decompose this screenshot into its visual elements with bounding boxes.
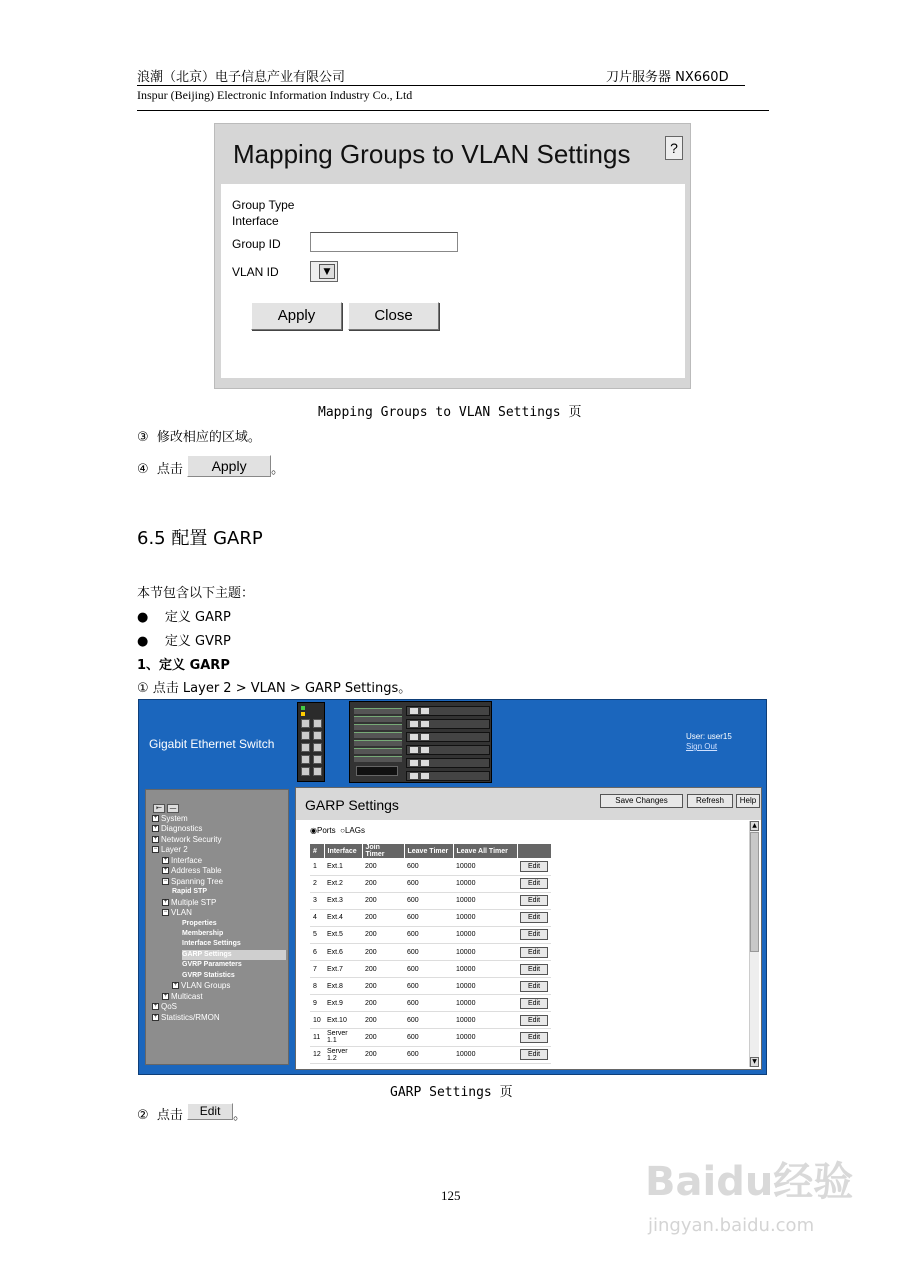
table-cell: 12 — [310, 1046, 324, 1063]
radio-lags[interactable]: ○LAGs — [337, 826, 365, 835]
table-row — [310, 1046, 551, 1063]
table-cell: 600 — [404, 926, 453, 943]
step-1 — [137, 677, 411, 696]
table-cell: 10000 — [453, 1046, 517, 1063]
step-4 — [137, 458, 284, 477]
chassis-image — [349, 701, 492, 783]
table-cell: Ext.10 — [324, 1012, 362, 1029]
nav-item-qos[interactable]: + QoS — [153, 1002, 178, 1011]
table-cell: Ext.9 — [324, 995, 362, 1012]
edit-button[interactable]: Edit — [520, 861, 548, 872]
table-row — [310, 926, 551, 943]
nav-item-interface[interactable]: + Interface — [163, 856, 203, 865]
table-cell — [517, 909, 551, 926]
table-cell — [517, 961, 551, 978]
watermark-url: jingyan.baidu.com — [648, 1215, 815, 1236]
edit-button[interactable]: Edit — [520, 981, 548, 992]
table-cell: Ext.2 — [324, 875, 362, 892]
step-3 — [137, 426, 261, 445]
radio-ports[interactable]: ◉Ports — [310, 826, 336, 835]
table-cell: 10000 — [453, 961, 517, 978]
col-leave-all-timer: Leave All Timer — [453, 844, 517, 858]
close-button[interactable]: Close — [348, 302, 439, 330]
step-end: 。 — [271, 462, 285, 477]
table-row — [310, 1029, 551, 1046]
step-text: 点击 Layer 2 > VLAN > GARP Settings。 — [152, 681, 412, 696]
table-cell: 200 — [362, 1029, 404, 1046]
table-header-row — [310, 844, 551, 858]
table-cell: Ext.4 — [324, 909, 362, 926]
table-cell: 200 — [362, 961, 404, 978]
sub-heading: 1、定义 GARP — [137, 658, 230, 673]
col-number: # — [310, 844, 324, 858]
user-name: User: user15 — [686, 732, 732, 741]
step-2 — [137, 1104, 246, 1123]
table-row — [310, 1012, 551, 1029]
table-cell: 8 — [310, 978, 324, 995]
table-cell: 600 — [404, 961, 453, 978]
figure-caption-1: Mapping Groups to VLAN Settings 页 — [318, 405, 582, 420]
table-cell: 5 — [310, 926, 324, 943]
table-cell: 10000 — [453, 1012, 517, 1029]
edit-button[interactable]: Edit — [520, 1032, 548, 1043]
table-cell: 10000 — [453, 858, 517, 875]
content-title: GARP Settings — [305, 797, 399, 813]
table-cell: 200 — [362, 892, 404, 909]
table-cell — [517, 875, 551, 892]
vlan-id-select[interactable] — [310, 261, 338, 282]
step-number: ③ — [137, 430, 149, 445]
table-row — [310, 909, 551, 926]
group-id-label: Group ID — [232, 237, 281, 251]
table-cell: 9 — [310, 995, 324, 1012]
section-heading: 6.5 配置 GARP — [137, 528, 263, 549]
help-button[interactable]: ? — [665, 136, 683, 160]
group-type-label: Group Type — [232, 198, 295, 212]
table-cell: Ext.7 — [324, 961, 362, 978]
refresh-button[interactable]: Refresh — [687, 794, 733, 808]
edit-button[interactable]: Edit — [520, 912, 548, 923]
step-text: 修改相应的区域。 — [156, 430, 261, 445]
bullet-item: ● 定义 GVRP — [137, 634, 231, 649]
table-cell — [517, 858, 551, 875]
nav-tree — [145, 789, 289, 1065]
table-row — [310, 995, 551, 1012]
col-leave-timer: Leave Timer — [404, 844, 453, 858]
table-cell: 200 — [362, 943, 404, 960]
apply-button-inline[interactable]: Apply — [187, 455, 271, 477]
watermark-logo: Baidu经验 — [645, 1159, 854, 1205]
table-cell: 600 — [404, 1046, 453, 1063]
table-cell: 200 — [362, 1012, 404, 1029]
scroll-down-icon: ▼ — [750, 1057, 759, 1067]
header-company-cn: 浪潮（北京）电子信息产业有限公司 — [137, 70, 346, 85]
table-cell: 10000 — [453, 978, 517, 995]
table-cell: Ext.5 — [324, 926, 362, 943]
table-row — [310, 875, 551, 892]
col-interface: Interface — [324, 844, 362, 858]
table-cell: 2 — [310, 875, 324, 892]
table-cell — [517, 995, 551, 1012]
table-cell: 600 — [404, 995, 453, 1012]
figure-caption-2: GARP Settings 页 — [390, 1085, 513, 1100]
table-cell: Ext.6 — [324, 943, 362, 960]
scroll-thumb — [750, 832, 759, 952]
table-cell: 200 — [362, 875, 404, 892]
edit-button-inline[interactable]: Edit — [187, 1103, 233, 1120]
user-info — [686, 732, 732, 752]
nav-item-spanning-tree[interactable]: − Spanning Tree — [163, 877, 224, 886]
table-cell: 600 — [404, 978, 453, 995]
table-cell: 200 — [362, 995, 404, 1012]
apply-button[interactable]: Apply — [251, 302, 342, 330]
table-cell: 200 — [362, 926, 404, 943]
table-row — [310, 961, 551, 978]
table-cell: 10000 — [453, 995, 517, 1012]
table-cell: 10000 — [453, 909, 517, 926]
dialog-title: Mapping Groups to VLAN Settings — [233, 139, 631, 169]
nav-item-rapid-stp[interactable]: Rapid STP — [172, 888, 208, 895]
nav-item-network-security[interactable]: + Network Security — [153, 835, 222, 844]
col-join-timer: Join Timer — [362, 844, 404, 858]
content-header — [296, 788, 761, 820]
nav-item-garp-settings[interactable]: GARP Settings — [182, 950, 286, 960]
vertical-scrollbar[interactable] — [749, 821, 759, 1067]
table-cell: 200 — [362, 858, 404, 875]
table-cell — [517, 892, 551, 909]
table-cell: 600 — [404, 909, 453, 926]
scroll-up-icon: ▲ — [750, 821, 759, 831]
table-cell: 11 — [310, 1029, 324, 1046]
chevron-down-icon: ▼ — [319, 264, 335, 279]
edit-button[interactable]: Edit — [520, 929, 548, 940]
page-number: 125 — [441, 1188, 461, 1203]
nav-item-vlan-groups[interactable]: + VLAN Groups — [173, 981, 231, 990]
group-id-input[interactable] — [310, 232, 458, 252]
header-rule-bottom — [137, 110, 769, 111]
table-row — [310, 858, 551, 875]
section-intro: 本节包含以下主题： — [137, 586, 255, 601]
nav-item-gvrp-statistics[interactable]: GVRP Statistics — [182, 972, 235, 979]
table-cell — [517, 926, 551, 943]
nav-item-vlan[interactable]: − VLAN — [163, 908, 192, 917]
table-cell: 200 — [362, 1046, 404, 1063]
group-type-value: Interface — [232, 214, 279, 228]
nav-item-system[interactable]: + System — [153, 814, 188, 823]
step-number: ④ — [137, 462, 149, 477]
bullet-item: ● 定义 GARP — [137, 610, 231, 625]
edit-button[interactable]: Edit — [520, 964, 548, 975]
table-cell: 3 — [310, 892, 324, 909]
header-company-en: Inspur (Beijing) Electronic Information Industry Co., Ltd — [137, 88, 413, 102]
nav-item-statistics-rmon[interactable]: + Statistics/RMON — [153, 1013, 220, 1022]
table-cell: 1 — [310, 858, 324, 875]
nav-item-layer2[interactable]: − Layer 2 — [153, 845, 188, 854]
table-cell: Server 1.1 — [324, 1029, 362, 1046]
table-cell: 10000 — [453, 926, 517, 943]
table-cell: 4 — [310, 909, 324, 926]
nav-collapse-controls[interactable] — [153, 795, 181, 814]
expand-icon: ⇤ — [153, 804, 165, 813]
table-cell — [517, 1012, 551, 1029]
table-row — [310, 943, 551, 960]
table-cell: 10 — [310, 1012, 324, 1029]
table-row — [310, 978, 551, 995]
nav-item-interface-settings[interactable]: Interface Settings — [182, 940, 241, 947]
step-text: 点击 — [156, 462, 183, 477]
nav-item-diagnostics[interactable]: + Diagnostics — [153, 824, 203, 833]
edit-button[interactable]: Edit — [520, 947, 548, 958]
nav-item-properties[interactable]: Properties — [182, 920, 217, 927]
dialog-body — [221, 184, 685, 378]
table-cell: Ext.1 — [324, 858, 362, 875]
garp-content-panel — [295, 787, 762, 1070]
garp-table — [310, 844, 552, 1064]
table-cell: Server 1.2 — [324, 1046, 362, 1063]
table-cell — [517, 978, 551, 995]
table-cell: 600 — [404, 875, 453, 892]
collapse-icon: — — [167, 804, 179, 813]
edit-button[interactable]: Edit — [520, 998, 548, 1009]
header-rule — [137, 85, 745, 86]
edit-button[interactable]: Edit — [520, 895, 548, 906]
vlan-id-label: VLAN ID — [232, 265, 279, 279]
edit-button[interactable]: Edit — [520, 1015, 548, 1026]
edit-button[interactable]: Edit — [520, 878, 548, 889]
table-cell: 6 — [310, 943, 324, 960]
table-cell: 200 — [362, 978, 404, 995]
table-cell: 10000 — [453, 875, 517, 892]
table-cell: Ext.8 — [324, 978, 362, 995]
help-button[interactable]: Help — [736, 794, 760, 808]
step-text: 点击 — [156, 1108, 183, 1123]
table-cell: 10000 — [453, 943, 517, 960]
app-title: Gigabit Ethernet Switch — [149, 737, 275, 751]
col-action — [517, 844, 551, 858]
save-changes-button[interactable]: Save Changes — [600, 794, 683, 808]
table-cell — [517, 943, 551, 960]
step-number: ② — [137, 1108, 149, 1123]
step-end: 。 — [233, 1108, 247, 1123]
nav-item-membership[interactable]: Membership — [182, 930, 224, 937]
port-type-radios — [310, 826, 365, 835]
nav-item-multiple-stp[interactable]: + Multiple STP — [163, 898, 217, 907]
edit-button[interactable]: Edit — [520, 1049, 548, 1060]
table-cell: 600 — [404, 943, 453, 960]
header-product: 刀片服务器 NX660D — [606, 70, 729, 85]
step-number: ① — [137, 681, 149, 696]
nav-item-address-table[interactable]: + Address Table — [163, 866, 222, 875]
table-cell: 600 — [404, 1012, 453, 1029]
table-cell: 10000 — [453, 1029, 517, 1046]
table-cell: 600 — [404, 1029, 453, 1046]
table-cell — [517, 1029, 551, 1046]
table-cell: 200 — [362, 909, 404, 926]
table-cell — [517, 1046, 551, 1063]
table-cell: 600 — [404, 892, 453, 909]
nav-item-multicast[interactable]: + Multicast — [163, 992, 203, 1001]
vlan-mapping-dialog — [214, 123, 691, 389]
switch-module-image — [297, 702, 325, 782]
table-cell: 10000 — [453, 892, 517, 909]
table-cell: 7 — [310, 961, 324, 978]
table-row — [310, 892, 551, 909]
table-cell: 600 — [404, 858, 453, 875]
table-cell: Ext.3 — [324, 892, 362, 909]
nav-item-gvrp-parameters[interactable]: GVRP Parameters — [182, 961, 242, 968]
switch-web-ui — [138, 699, 767, 1075]
sign-out-link[interactable]: Sign Out — [686, 742, 718, 751]
